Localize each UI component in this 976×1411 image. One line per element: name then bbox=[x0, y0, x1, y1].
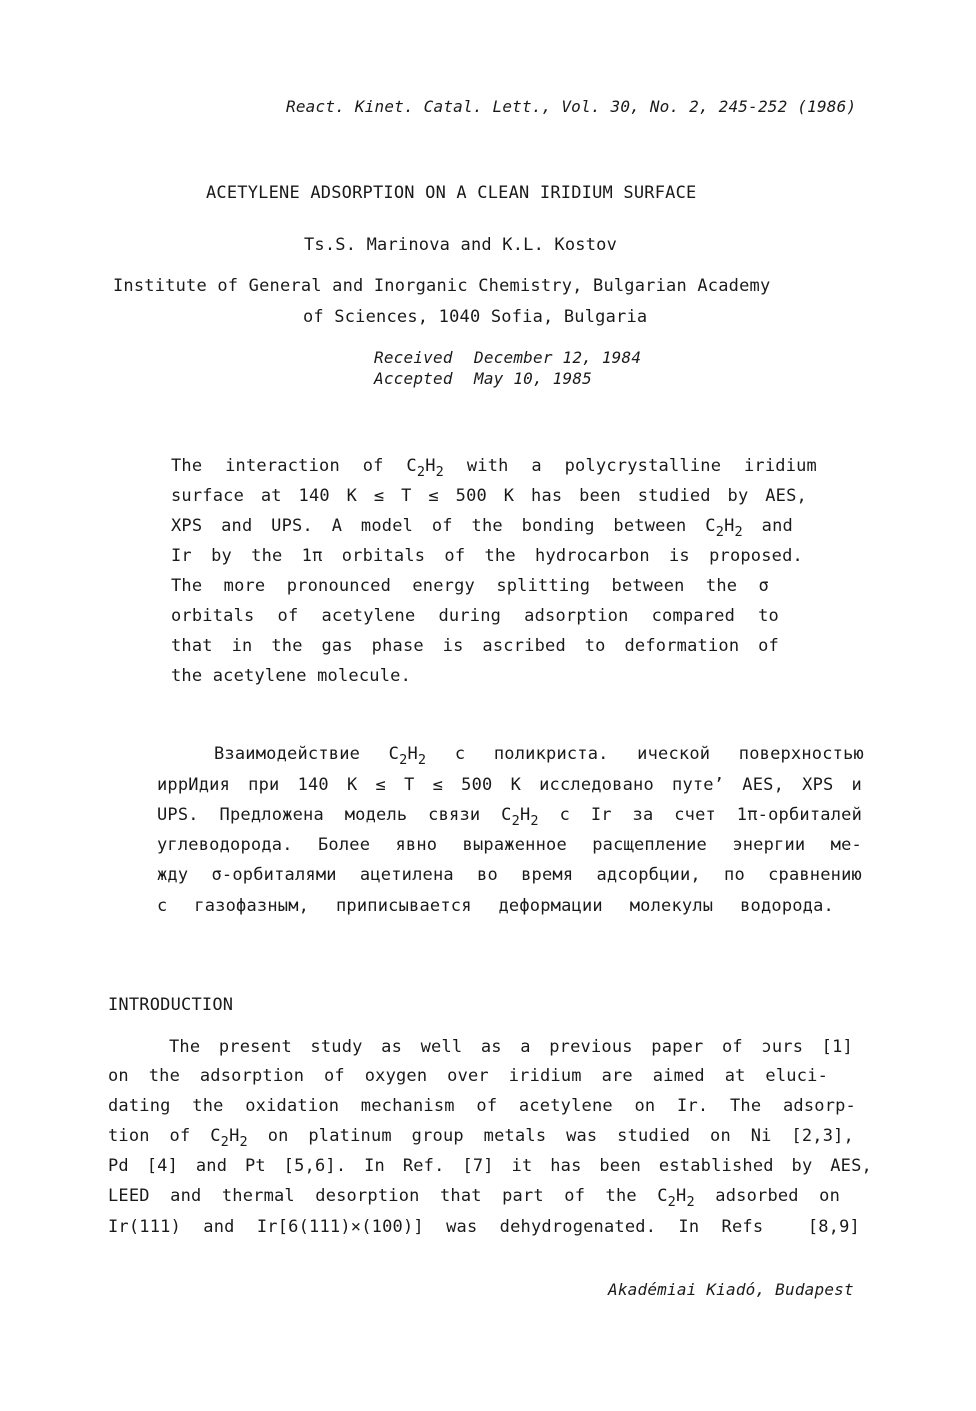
publisher-footer: Akadémiai Kiadó, Budapest bbox=[608, 1280, 854, 1299]
authors: Ts.S. Marinova and K.L. Kostov bbox=[304, 235, 618, 255]
abstract-en-line: Ir by the 1π orbitals of the hydrocarbon is proposed. bbox=[171, 546, 803, 566]
abstract-ru-line: UPS. Предложена модель связи $C_2H_2$ с Ir за счет 1π-орбиталей bbox=[157, 805, 863, 829]
intro-line: Ir(111) and Ir[6(111)×(100)] was dehydrogenated. In Refs [8,9] bbox=[108, 1217, 860, 1237]
abstract-en-line: that in the gas phase is ascribed to deformation of bbox=[171, 636, 779, 656]
intro-line: LEED and thermal desorption that part of the $C_2H_2$ adsorbed on bbox=[108, 1186, 841, 1210]
accepted-date: May 10, 1985 bbox=[474, 369, 592, 388]
intro-line: dating the oxidation mechanism of acetylene on Ir. The adsorp- bbox=[108, 1096, 856, 1116]
intro-line: Pd [4] and Pt [5,6]. In Ref. [7] it has been established by AES, bbox=[108, 1156, 872, 1176]
accepted-label: Accepted bbox=[374, 369, 453, 388]
abstract-en-line: XPS and UPS. A model of the bonding between $C_2H_2$ and bbox=[171, 516, 793, 540]
abstract-ru-line: жду σ-орбиталями ацетилена во время адсорбции, по сравнению bbox=[157, 865, 862, 885]
affiliation-line-2: of Sciences, 1040 Sofia, Bulgaria bbox=[303, 307, 648, 327]
abstract-en-line: orbitals of acetylene during adsorption compared to bbox=[171, 606, 779, 626]
intro-line: tion of $C_2H_2$ on platinum group metals was studied on Ni [2,3], bbox=[108, 1126, 854, 1150]
abstract-ru-line: иррИдия при 140 K ≤ T ≤ 500 K исследовано путе’ AES, XPS и bbox=[157, 775, 862, 795]
journal-reference: React. Kinet. Catal. Lett., Vol. 30, No. 2, 245-252 (1986) bbox=[286, 97, 857, 116]
intro-line: on the adsorption of oxygen over iridium are aimed at eluci- bbox=[108, 1066, 828, 1086]
abstract-en-line: The more pronounced energy splitting between the σ bbox=[171, 576, 769, 596]
abstract-en-line: The interaction of $C_2H_2$ with a polycrystalline iridium bbox=[171, 456, 817, 480]
intro-line: The present study as well as a previous paper of ɔurs [1] bbox=[169, 1037, 853, 1057]
abstract-ru-line: Взаимодействие $C_2H_2$ с поликриста. ичеcкой поверхностью bbox=[214, 744, 864, 768]
abstract-en-line: the acetylene molecule. bbox=[171, 666, 412, 686]
abstract-en-line: surface at 140 K ≤ T ≤ 500 K has been studied by AES, bbox=[171, 486, 807, 506]
abstract-ru-line: с газофазным, приписывается деформации молекулы водорода. bbox=[157, 896, 834, 916]
received-date: December 12, 1984 bbox=[474, 348, 642, 367]
abstract-ru-line: углеводорода. Более явно выраженное расщепление энергии ме- bbox=[157, 835, 862, 855]
paper-title: ACETYLENE ADSORPTION ON A CLEAN IRIDIUM SURFACE bbox=[206, 183, 697, 203]
received-label: Received bbox=[374, 348, 453, 367]
section-heading: INTRODUCTION bbox=[108, 995, 234, 1015]
affiliation-line-1: Institute of General and Inorganic Chemistry, Bulgarian Academy bbox=[113, 276, 771, 296]
